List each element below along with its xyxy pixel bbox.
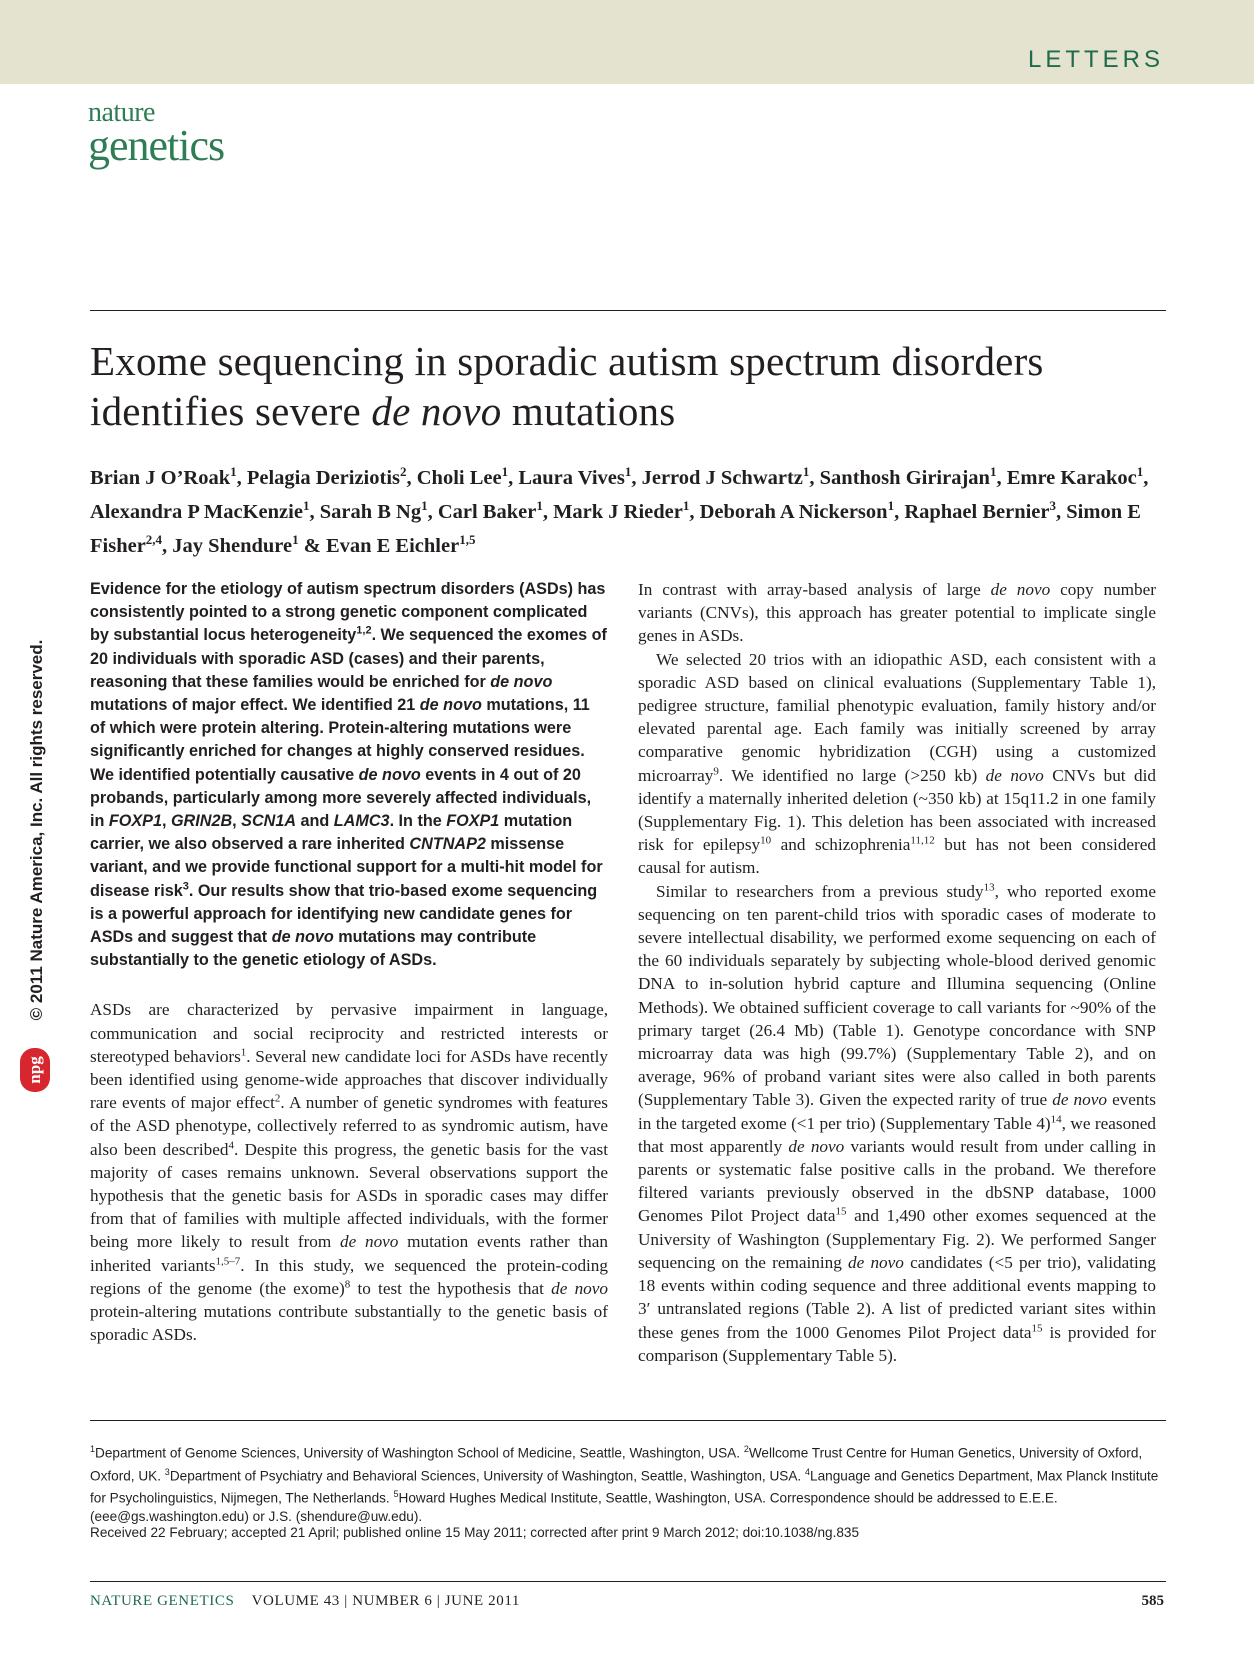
author-list: Brian J O’Roak$^1$, Pelagia Deriziotis$^2$, Choli Lee$^1$, Laura Vives$^1$, Jerrod J Schwartz$^1$, Santhosh Girirajan$^1$, Emre Karakoc$^1$, Alexandra P MacKenzie$^1$, Sarah B Ng$^1$, Carl Baker$^1$, Mark J Rieder$^1$, Deborah A Nickerson$^1$, Raphael Bernier$^3$, Simon E Fisher$^{2,4}$, Jay Shendure$^1$ & Evan E Eichler$^{1,5}$: [90, 464, 1149, 557]
author-affiliation: 1: [802, 464, 810, 479]
title-rule: [90, 310, 1166, 311]
author-affiliation: 1: [1136, 464, 1144, 479]
body-paragraph-2: In contrast with array-based analysis of large de novo copy number variants (CNVs), this approach has greater potential to implicate single genes in ASDs.: [638, 580, 1156, 646]
received-dates: Received 22 February; accepted 21 April; published online 15 May 2011; corrected after print 9 March 2012; doi:10.1038/ng.835: [90, 1525, 860, 1540]
title-line-2-end: mutations: [501, 388, 676, 434]
title-line-2-italic: de novo: [371, 388, 502, 434]
author-affiliation: 1: [292, 531, 299, 547]
title-line-1: Exome sequencing in sporadic autism spectrum disorders: [90, 338, 1044, 384]
article-title: [90, 336, 1180, 436]
author: Choli Lee: [416, 466, 502, 489]
body-paragraph-1: ASDs are characterized by pervasive impairment in language, communication and social reciprocity and restricted interests or stereotyped behaviors$^1$. Several new candidate loci for ASDs have recently been identified using genome-wide approaches that discover individually rare events of major effect$^2$. A number of genetic syndromes with features of the ASD phenotype, collectively referred to as syndromic autism, have also been described$^4$. Despite this progress, the genetic basis for the vast majority of cases remains unknown. Several observations support the hypothesis that the genetic basis for ASDs in sporadic cases may differ from that of families with multiple affected individuals, with the former being more likely to result from de novo mutation events rather than inherited variants$^{1,5-7}$. In this study, we sequenced the protein-coding regions of the genome (the exome)$^8$ to test the hypothesis that de novo protein-altering mutations contribute substantially to the genetic basis of sporadic ASDs.: [90, 1000, 609, 1345]
author-affiliation: 2,4: [145, 531, 163, 547]
author-affiliation: 3: [1049, 497, 1057, 513]
copyright-sidebar: [28, 580, 46, 1080]
author: Brian J O’Roak: [90, 466, 231, 489]
author: Carl Baker: [437, 500, 537, 523]
author: Mark J Rieder: [553, 500, 683, 523]
author-affiliation: 2: [400, 464, 407, 479]
author: Raphael Bernier: [904, 500, 1050, 523]
left-column: [90, 578, 608, 1347]
logo-genetics: genetics: [88, 121, 225, 170]
abstract: Evidence for the etiology of autism spectrum disorders (ASDs) has consistently pointed to a strong genetic component complicated by substantial locus heterogeneity$^{1,2}$. We sequenced the exomes of 20 individuals with sporadic ASD (cases) and their parents, reasoning that these families would be enriched for de novo mutations of major effect. We identified 21 de novo mutations, 11 of which were protein altering. Protein-altering mutations were significantly enriched for changes at highly conserved residues. We identified potentially causative de novo events in 4 out of 20 probands, particularly among more severely affected individuals, in FOXP1, GRIN2B, SCN1A and LAMC3. In the FOXP1 mutation carrier, we also observed a rare inherited CNTNAP2 missense variant, and we provide functional support for a multi-hit model for disease risk$^3$. Our results show that trio-based exome sequencing is a powerful approach for identifying new candidate genes for ASDs and suggest that de novo mutations may contribute substantially to the genetic etiology of ASDs.: [90, 580, 607, 970]
affiliations: $^1$Department of Genome Sciences, University of Washington School of Medicine, Seattle, Washington, USA. $^2$Wellcome Trust Centre for Human Genetics, University of Oxford, Oxford, UK. $^3$Department of Psychiatry and Behavioral Sciences, University of Washington, Seattle, Washington, USA. $^4$Language and Genetics Department, Max Planck Institute for Psycholinguistics, Nijmegen, The Netherlands. $^5$Howard Hughes Medical Institute, Seattle, Washington, USA. Correspondence should be addressed to E.E.E. (eee@gs.washington.edu) or J.S. (shendure@uw.edu).: [90, 1444, 1159, 1524]
footer-number: NUMBER 6: [352, 1593, 433, 1609]
footer-volume: VOLUME 43: [251, 1593, 340, 1609]
copyright-notice: © 2011 Nature America, Inc. All rights reserved.: [27, 639, 46, 1021]
npg-badge: [20, 1048, 50, 1092]
author: Sarah B Ng: [319, 500, 422, 523]
author-affiliation: 1: [989, 464, 997, 479]
author: Jerrod J Schwartz: [641, 466, 803, 489]
journal-logo: [88, 97, 225, 170]
author: Santhosh Girirajan: [819, 466, 990, 489]
author-affiliation: 1: [302, 497, 310, 513]
logo-nature: nature: [88, 97, 155, 128]
author: Alexandra P MacKenzie: [90, 500, 303, 523]
author: Pelagia Deriziotis: [246, 466, 400, 489]
author: Emre Karakoc: [1006, 466, 1137, 489]
author-affiliation: 1: [230, 464, 237, 479]
title-line-2-start: identifies severe: [90, 388, 372, 434]
author-affiliation: 1,5: [459, 531, 476, 547]
body-paragraph-3: We selected 20 trios with an idiopathic ASD, each consistent with a sporadic ASD based on clinical evaluations (Supplementary Table 1), pedigree structure, familial phenotypic evaluation, family history and/or elevated parental age. Each family was initially screened by array comparative genomic hybridization (CGH) using a customized microarray$^9$. We identified no large (>250 kb) de novo CNVs but did identify a maternally inherited deletion (~350 kb) at 15q11.2 in one family (Supplementary Fig. 1). This deletion has been associated with increased risk for epilepsy$^{10}$ and schizophrenia$^{11,12}$ but has not been considered causal for autism.: [638, 649, 1157, 878]
author: Laura Vives: [518, 466, 625, 489]
running-footer: NATURE GENETICS VOLUME 43 | NUMBER 6 | JUNE 2011: [90, 1593, 521, 1609]
footer-journal: NATURE GENETICS: [90, 1593, 235, 1609]
author-affiliation: 1: [501, 464, 509, 479]
footer-rule: [90, 1581, 1166, 1582]
author-affiliation: 1: [887, 497, 895, 513]
author-affiliation: 1: [536, 497, 543, 513]
author: Simon E Fisher: [90, 500, 1141, 557]
footer-date: JUNE 2011: [444, 1593, 521, 1609]
footnote-rule: [90, 1420, 1166, 1421]
right-column: [638, 578, 1156, 1367]
author-affiliation: 1: [421, 497, 428, 513]
author: Evan E Eichler: [325, 534, 460, 557]
author-affiliation: 1: [624, 464, 632, 479]
author: Deborah A Nickerson: [699, 500, 888, 523]
npg-badge-label: npg: [25, 1056, 44, 1084]
section-label: LETTERS: [1027, 46, 1164, 73]
author: Jay Shendure: [172, 534, 293, 557]
author-affiliation: 1: [682, 497, 690, 513]
body-paragraph-4: Similar to researchers from a previous study$^{13}$, who reported exome sequencing on ten parent-child trios with sporadic cases of moderate to severe intellectual disability, we performed exome sequencing on each of the 60 individuals separately by subjecting whole-blood derived genomic DNA to in-solution hybrid capture and Illumina sequencing (Online Methods). We obtained sufficient coverage to call variants for ~90% of the primary target (26.4 Mb) (Table 1). Genotype concordance with SNP microarray data was high (99.7%) (Supplementary Table 2), and on average, 96% of proband variant sites were also called in both parents (Supplementary Table 3). Given the expected rarity of true de novo events in the targeted exome (<1 per trio) (Supplementary Table 4)$^{14}$, we reasoned that most apparently de novo variants would result from under calling in parents or systematic false positive calls in the proband. We therefore filtered variants previously observed in the dbSNP database, 1000 Genomes Pilot Project data$^{15}$ and 1,490 other exomes sequenced at the University of Washington (Supplementary Fig. 2). We performed Sanger sequencing on the remaining de novo candidates (<5 per trio), validating 18 events within coding sequence and three additional events mapping to 3′ untranslated regions (Table 2). A list of predicted variant sites within these genes from the 1000 Genomes Pilot Project data$^{15}$ is provided for comparison (Supplementary Table 5).: [638, 880, 1156, 1365]
page-number: 585: [1141, 1593, 1164, 1609]
